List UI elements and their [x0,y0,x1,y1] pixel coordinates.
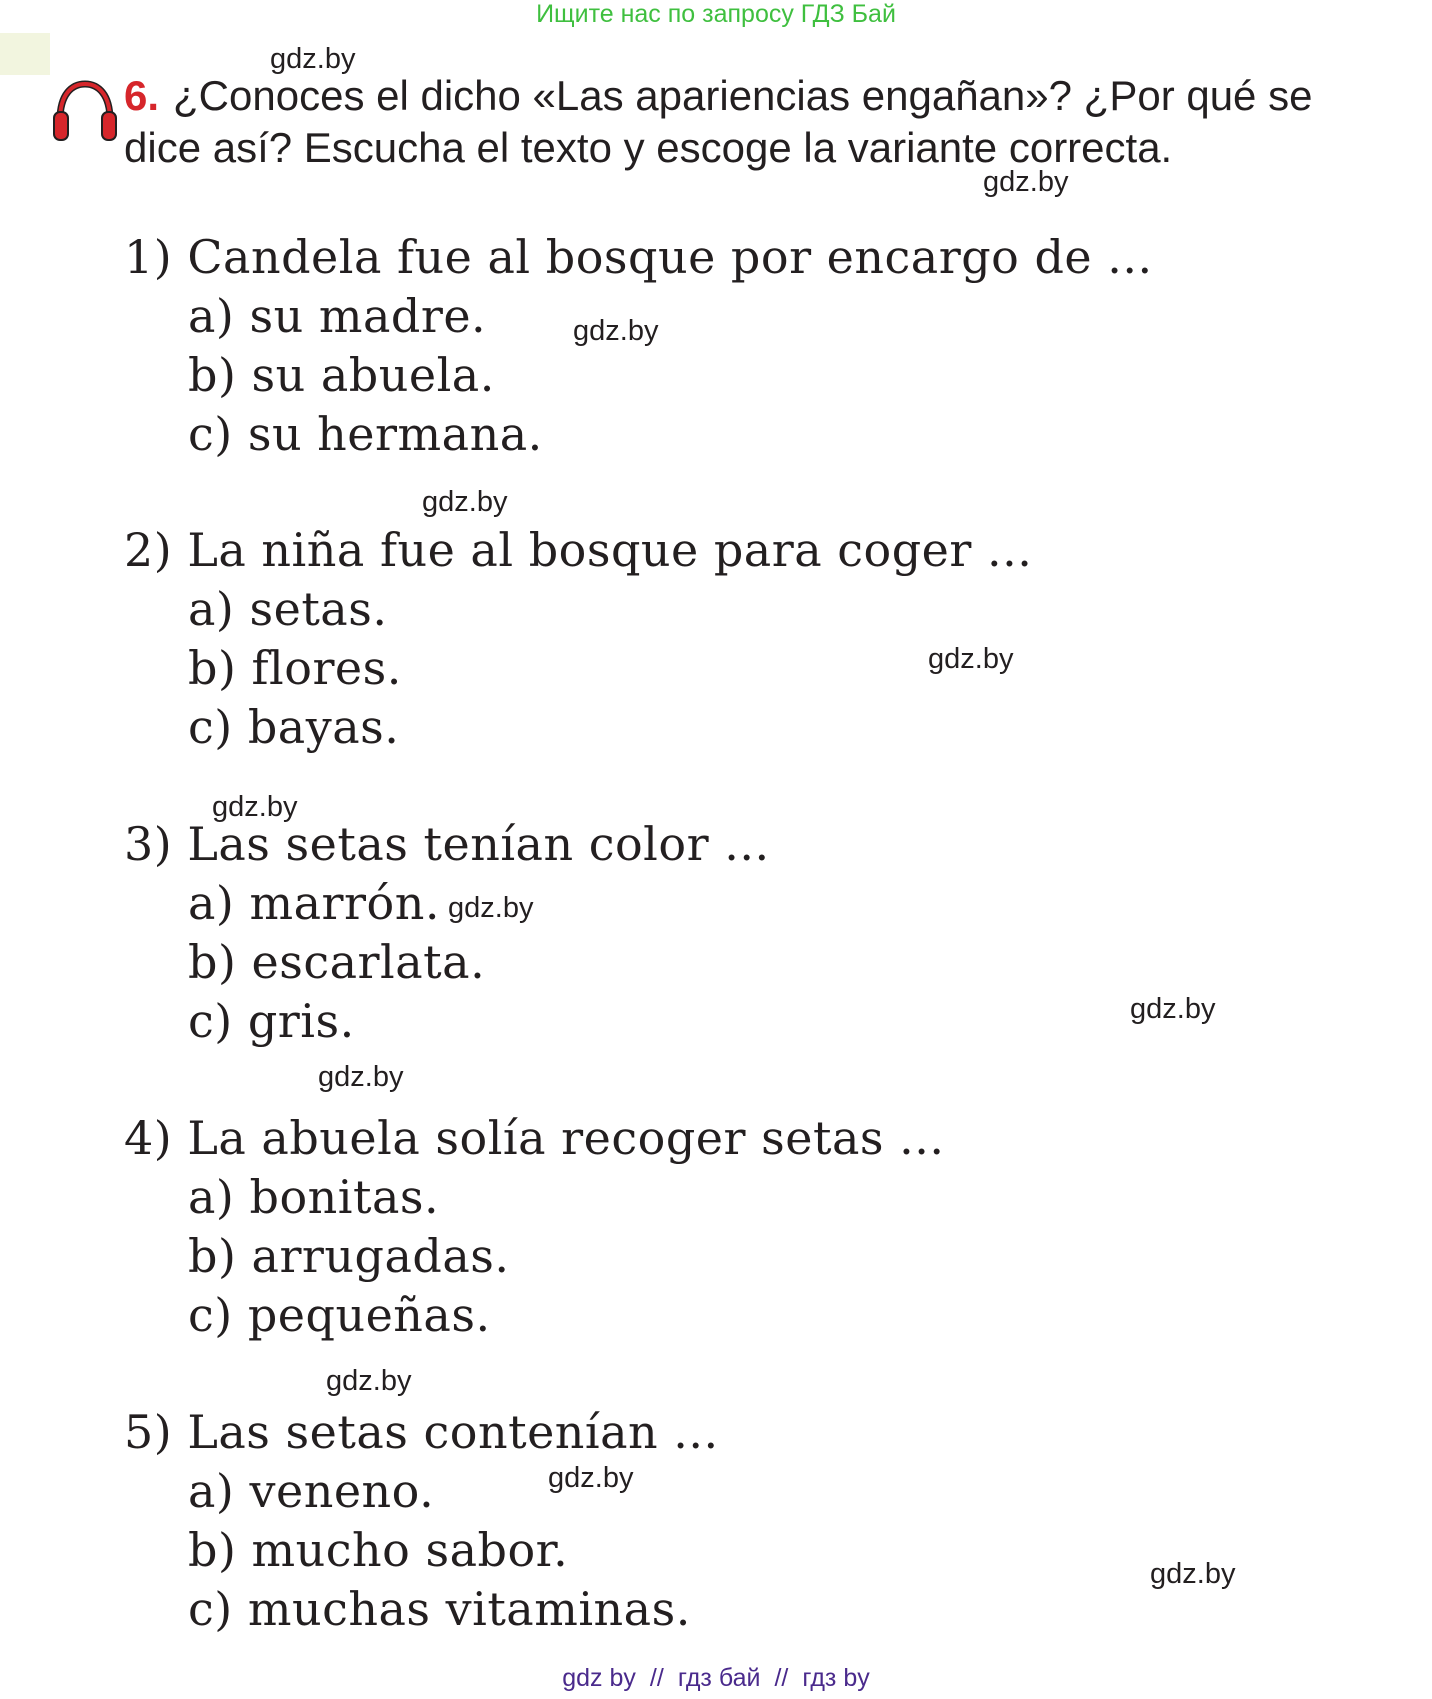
question-4: 4) La abuela solía recoger setas ... [124,1111,945,1165]
watermark: gdz.by [270,43,356,75]
task-text-1: ¿Conoces el dicho «Las apariencias engañan»? ¿Por qué se [173,72,1313,119]
watermark: gdz.by [1150,1558,1236,1590]
question-4-option-a: a) bonitas. [188,1170,440,1224]
watermark: gdz.by [318,1061,404,1093]
question-1-option-b: b) su abuela. [188,348,495,402]
question-3-option-c: c) gris. [188,994,355,1048]
question-2-option-a: a) setas. [188,582,388,636]
question-1-option-c: c) su hermana. [188,407,543,461]
watermark: gdz.by [548,1462,634,1494]
watermark: gdz.by [573,315,659,347]
footer-links [0,1664,1432,1693]
watermark: gdz.by [983,166,1069,198]
question-5: 5) Las setas contenían ... [124,1405,719,1459]
question-2: 2) La niña fue al bosque para coger ... [124,523,1033,577]
question-3-option-a: a) marrón. [188,876,440,930]
question-3: 3) Las setas tenían color ... [124,817,770,871]
footer-separator: // [774,1664,789,1692]
watermark: gdz.by [326,1365,412,1397]
question-5-option-b: b) mucho sabor. [188,1523,569,1577]
watermark: gdz.by [422,486,508,518]
watermark: gdz.by [212,791,298,823]
question-2-option-b: b) flores. [188,641,402,695]
question-2-option-c: c) bayas. [188,700,400,754]
top-banner: Ищите нас по запросу ГДЗ Бай [536,0,896,28]
headphones-icon [52,80,118,144]
question-5-option-a: a) veneno. [188,1464,435,1518]
watermark: gdz.by [928,643,1014,675]
question-4-option-b: b) arrugadas. [188,1229,510,1283]
footer-separator: // [649,1664,664,1692]
footer-link-gdz-bai[interactable]: гдз бай [677,1664,761,1692]
task-title-line-1 [124,72,1312,120]
question-5-option-c: c) muchas vitaminas. [188,1582,691,1636]
corner-tab [0,33,50,75]
task-text-2: dice así? Escucha el texto y escoge la variante correcta. [124,124,1173,171]
footer-link-gdz-by-ru[interactable]: гдз by [802,1664,870,1692]
question-1: 1) Candela fue al bosque por encargo de ... [124,230,1153,284]
task-number: 6. [124,72,160,119]
question-3-option-b: b) escarlata. [188,935,486,989]
question-4-option-c: c) pequeñas. [188,1288,491,1342]
watermark: gdz.by [1130,993,1216,1025]
question-1-option-a: a) su madre. [188,289,487,343]
footer-link-gdz-by[interactable]: gdz by [562,1664,636,1692]
watermark: gdz.by [448,892,534,924]
